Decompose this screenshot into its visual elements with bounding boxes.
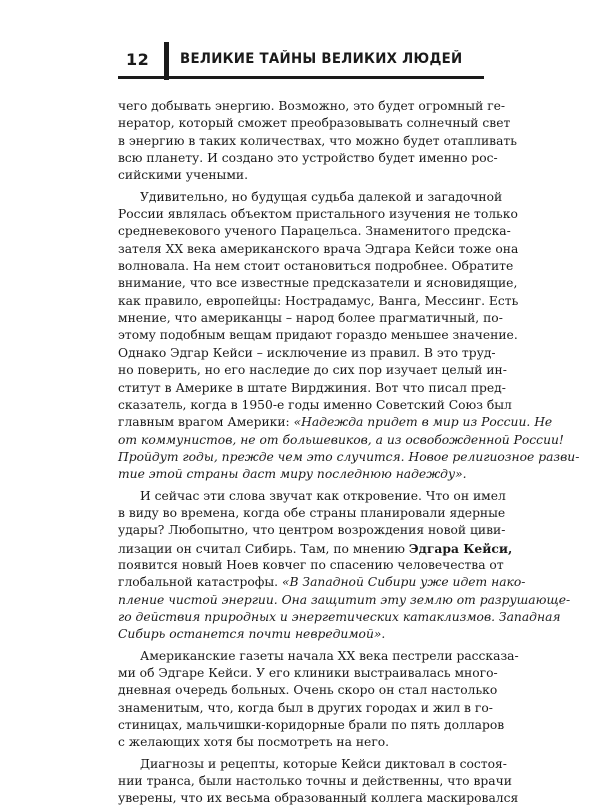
text-line: средневекового ученого Парацельса. Знаменитого предска- [118,224,511,239]
text-line: как правило, европейцы: Нострадамус, Ванга, Мессинг. Есть [118,293,519,308]
text-line: удары? Любопытно, что центром возрождения новой циви- [118,523,506,538]
text-line: волновала. На нем стоит остановиться подробнее. Обратите [118,259,514,274]
text-line: этому подобным вещам придают гораздо меньшее значение. [118,328,518,343]
quote-run: «В Западной Сибири уже идет нако- [281,575,526,590]
text-line: Однако Эдгар Кейси – исключение из правил. В это труд- [118,345,496,360]
quote-line: тие этой страны даст миру последнюю надежду». [118,467,467,482]
text-line: но поверить, но его наследие до сих пор изучает целый ин- [118,363,507,378]
header-rule [118,76,484,79]
text-run: глобальной катастрофы. [118,575,282,590]
text-line: России являлась объектом пристального изучения не только [118,207,518,222]
body-text [118,98,580,808]
paragraph [118,648,519,752]
page-number: 12 [126,50,150,69]
text-line: в виду во времена, когда обе страны планировали ядерные [118,505,506,520]
text-line: внимание, что все известные предсказатели и ясновидящие, [118,276,518,291]
text-line [118,574,526,591]
paragraph [118,98,517,185]
quote-line: пление чистой энергии. Она защитит эту землю от разрушающе- [118,592,571,607]
quote-run: «Надежда придет в мир из России. Не [293,415,553,430]
text-line: нии транса, были настолько точны и действенны, что врачи [118,774,512,789]
text-line: чего добывать энергию. Возможно, это будет огромный ге- [118,99,506,113]
text-line: уверены, что их весьма образованный коллега маскировался [118,791,519,806]
text-line: нератор, который сможет преобразовывать солнечный свет [118,116,511,131]
text-line: Американские газеты начала XX века пестрели рассказа- [140,648,519,663]
text-line: мнение, что американцы – народ более прагматичный, по- [118,311,503,326]
text-run: главным врагом Америки: [118,415,294,430]
paragraph [118,488,571,644]
text-line [118,540,513,557]
text-line: Диагнозы и рецепты, которые Кейси диктовал в состоя- [140,756,507,771]
running-title: ВЕЛИКИЕ ТАЙНЫ ВЕЛИКИХ ЛЮДЕЙ [180,51,463,67]
text-line: с желающих хотя бы посмотреть на него. [118,735,390,750]
quote-line: Пройдут годы, прежде чем это случится. Новое религиозное разви- [118,449,580,464]
paragraph [118,756,519,808]
text-line: зателя XX века американского врача Эдгара Кейси тоже она [118,241,519,256]
text-line: сийскими учеными. [118,168,249,183]
text-line [118,414,553,431]
text-line: стиницах, мальчишки-коридорные брали по пять долларов [118,718,505,733]
text-line: в энергию в таких количествах, что можно будет отапливать [118,133,517,148]
text-line: Удивительно, но будущая судьба далекой и загадочной [140,189,503,204]
text-run: лизации он считал Сибирь. Там, по мнению [118,541,409,556]
text-line: И сейчас эти слова звучат как откровение. Что он имел [140,488,506,503]
quote-line: го действия природных и энергетических катаклизмов. Западная [118,609,561,624]
text-line: ми об Эдгаре Кейси. У его клиники выстраивалась много- [118,666,498,680]
text-line: сказатель, когда в 1950-е годы именно Советский Союз был [118,397,512,412]
text-line: знаменитым, что, когда был в других городах и жил в го- [118,700,493,715]
quote-line: от коммунистов, не от большевиков, а из освобожденной России! [118,432,564,447]
text-line: появится новый Ноев ковчег по спасению человечества от [118,557,504,572]
header-divider-bar [164,42,169,80]
bold-name: Эдгара Кейси, [408,540,513,556]
text-line: ститут в Америке в штате Вирджиния. Вот что писал пред- [118,380,506,395]
running-header [118,42,484,80]
text-line: дневная очередь больных. Очень скоро он стал настолько [118,683,498,698]
quote-line: Сибирь останется почти невредимой». [118,627,386,642]
paragraph [118,189,580,484]
text-line: всю планету. И создано это устройство будет именно рос- [118,151,498,166]
